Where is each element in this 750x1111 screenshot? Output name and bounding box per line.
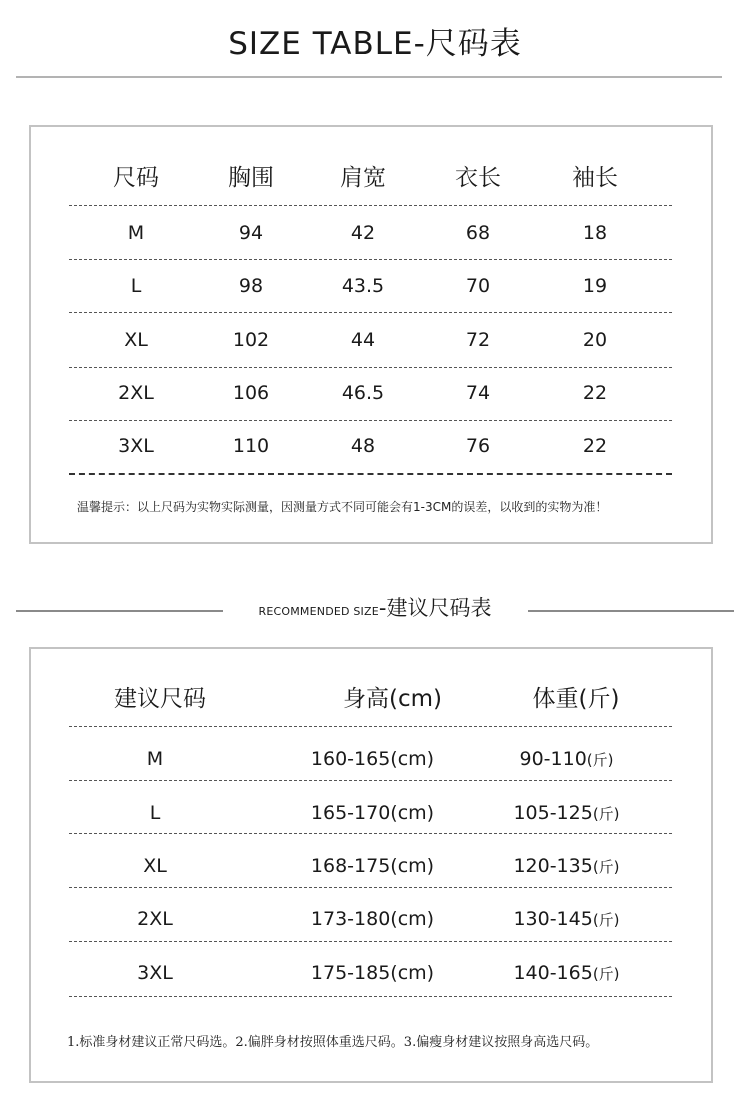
row-divider [69, 259, 672, 260]
weight-unit: (斤) [586, 751, 614, 769]
weight-value: 90-110 [519, 748, 587, 770]
weight-cell [509, 802, 624, 824]
weight-unit: (斤) [592, 858, 620, 876]
chest-cell: 110 [232, 435, 270, 457]
row-divider [69, 780, 672, 781]
row-divider [69, 887, 672, 888]
weight-value: 130-145 [513, 908, 593, 930]
recommended-size-cell: 3XL [137, 962, 173, 984]
weight-cell [509, 962, 624, 984]
recommended-size-cell: L [149, 802, 161, 824]
chest-cell: 98 [238, 275, 264, 297]
height-cell: 175-185(cm) [310, 962, 435, 984]
row-divider [69, 726, 672, 727]
recommended-size-cell: XL [143, 855, 167, 877]
col-header-chest: 胸围 [228, 165, 274, 191]
shoulder-cell: 43.5 [341, 275, 385, 297]
col-header-weight: 体重(斤) [532, 686, 620, 712]
shoulder-cell: 44 [350, 329, 376, 351]
height-cell: 165-170(cm) [310, 802, 435, 824]
row-divider [69, 941, 672, 942]
size-cell: M [127, 222, 145, 244]
col-header-length: 衣长 [455, 165, 501, 191]
size-cell: 2XL [118, 382, 154, 404]
sleeve-cell: 18 [582, 222, 608, 244]
chest-cell: 94 [238, 222, 264, 244]
row-divider [69, 833, 672, 834]
row-divider [69, 205, 672, 206]
row-divider [69, 420, 672, 421]
weight-cell [509, 855, 624, 877]
length-cell: 76 [465, 435, 491, 457]
height-cell: 160-165(cm) [310, 748, 435, 770]
height-cell: 168-175(cm) [310, 855, 435, 877]
height-cell: 173-180(cm) [310, 908, 435, 930]
recommended-size-cell: 2XL [137, 908, 173, 930]
table-bottom-divider [69, 473, 672, 475]
length-cell: 68 [465, 222, 491, 244]
chest-cell: 106 [232, 382, 270, 404]
col-header-shoulder: 肩宽 [340, 165, 386, 191]
weight-cell [509, 748, 624, 770]
weight-unit: (斤) [592, 965, 620, 983]
weight-value: 105-125 [513, 802, 593, 824]
weight-unit: (斤) [592, 805, 620, 823]
size-cell: 3XL [118, 435, 154, 457]
sleeve-cell: 20 [582, 329, 608, 351]
row-divider [69, 367, 672, 368]
size-cell: L [130, 275, 142, 297]
size-cell: XL [124, 329, 148, 351]
col-header-height: 身高(cm) [343, 686, 442, 712]
table-bottom-divider [69, 996, 672, 997]
shoulder-cell: 46.5 [341, 382, 385, 404]
shoulder-cell: 42 [350, 222, 376, 244]
recommended-title [0, 592, 750, 622]
col-header-recommended-size: 建议尺码 [114, 686, 206, 712]
weight-value: 140-165 [513, 962, 593, 984]
recommended-size-card [29, 647, 713, 1083]
recommended-title-en: RECOMMENDED SIZE [258, 605, 379, 618]
row-divider [69, 312, 672, 313]
recommended-title-sep: - [378, 596, 387, 620]
sleeve-cell: 22 [582, 382, 608, 404]
sleeve-cell: 22 [582, 435, 608, 457]
sleeve-cell: 19 [582, 275, 608, 297]
chest-cell: 102 [232, 329, 270, 351]
col-header-size: 尺码 [113, 165, 159, 191]
weight-unit: (斤) [592, 911, 620, 929]
length-cell: 70 [465, 275, 491, 297]
weight-cell [509, 908, 624, 930]
recommended-title-cn: 建议尺码表 [386, 596, 492, 620]
size-table-card [29, 125, 713, 544]
title-divider [16, 76, 722, 78]
col-header-sleeve: 袖长 [572, 165, 618, 191]
recommendation-note: 1.标准身材建议正常尺码选。2.偏胖身材按照体重选尺码。3.偏瘦身材建议按照身高选尺码。 [67, 1035, 599, 1050]
measurement-note: 温馨提示：以上尺码为实物实际测量，因测量方式不同可能会有1-3CM的误差，以收到的实物为准！ [77, 500, 608, 514]
length-cell: 72 [465, 329, 491, 351]
size-table-title: SIZE TABLE-尺码表 [228, 26, 522, 62]
length-cell: 74 [465, 382, 491, 404]
shoulder-cell: 48 [350, 435, 376, 457]
recommended-size-cell: M [146, 748, 164, 770]
weight-value: 120-135 [513, 855, 593, 877]
